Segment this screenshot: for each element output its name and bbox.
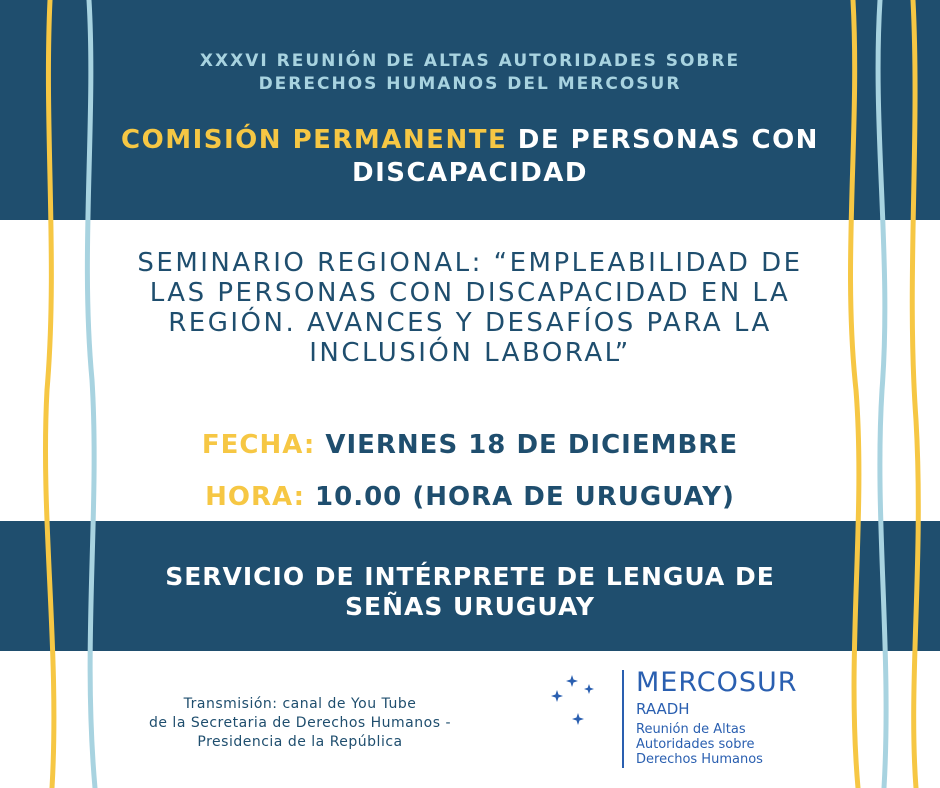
transmission-line: Presidencia de la República [197, 734, 403, 750]
service-line: SERVICIO DE INTÉRPRETE DE LENGUA DE [165, 562, 775, 591]
logo-subtitle: RAADH [636, 700, 690, 718]
mercosur-logo [550, 668, 830, 778]
logo-divider [622, 670, 624, 768]
date-label: FECHA: [201, 430, 316, 460]
service-line: SEÑAS URUGUAY [344, 592, 596, 621]
logo-name: MERCOSUR [636, 667, 798, 698]
event-date [100, 430, 840, 460]
meeting-title-line: XXXVI REUNIÓN DE ALTAS AUTORIDADES SOBRE [199, 51, 741, 71]
seminar-title-line: REGIÓN. AVANCES Y DESAFÍOS PARA LA [168, 308, 772, 338]
seminar-title [100, 248, 840, 368]
commission-rest: DISCAPACIDAD [351, 158, 589, 188]
transmission-info [100, 695, 500, 752]
logo-description-line: Autoridades sobre [636, 737, 755, 752]
time-value: 10.00 (HORA DE URUGUAY) [315, 482, 735, 512]
seminar-title-line: INCLUSIÓN LABORAL” [309, 338, 631, 368]
logo-description-line: Derechos Humanos [636, 752, 763, 767]
logo-description-line: Reunión de Altas [636, 722, 746, 737]
commission-rest: DE PERSONAS CON [517, 125, 819, 155]
commission-title [100, 124, 840, 190]
meeting-title [100, 50, 840, 96]
transmission-line: de la Secretaria de Derechos Humanos - [148, 715, 451, 731]
event-time [100, 482, 840, 512]
meeting-title-line: DERECHOS HUMANOS DEL MERCOSUR [258, 74, 682, 94]
time-label: HORA: [205, 482, 305, 512]
transmission-line: Transmisión: canal de You Tube [183, 696, 417, 712]
interpreter-service [100, 562, 840, 622]
seminar-title-line: LAS PERSONAS CON DISCAPACIDAD EN LA [149, 278, 791, 308]
seminar-title-line: SEMINARIO REGIONAL: “EMPLEABILIDAD DE [137, 248, 803, 278]
stars-icon [550, 668, 602, 738]
commission-highlight: COMISIÓN PERMANENTE [121, 125, 508, 155]
logo-description [636, 722, 798, 767]
logo-text [636, 668, 798, 767]
date-value: VIERNES 18 DE DICIEMBRE [325, 430, 739, 460]
